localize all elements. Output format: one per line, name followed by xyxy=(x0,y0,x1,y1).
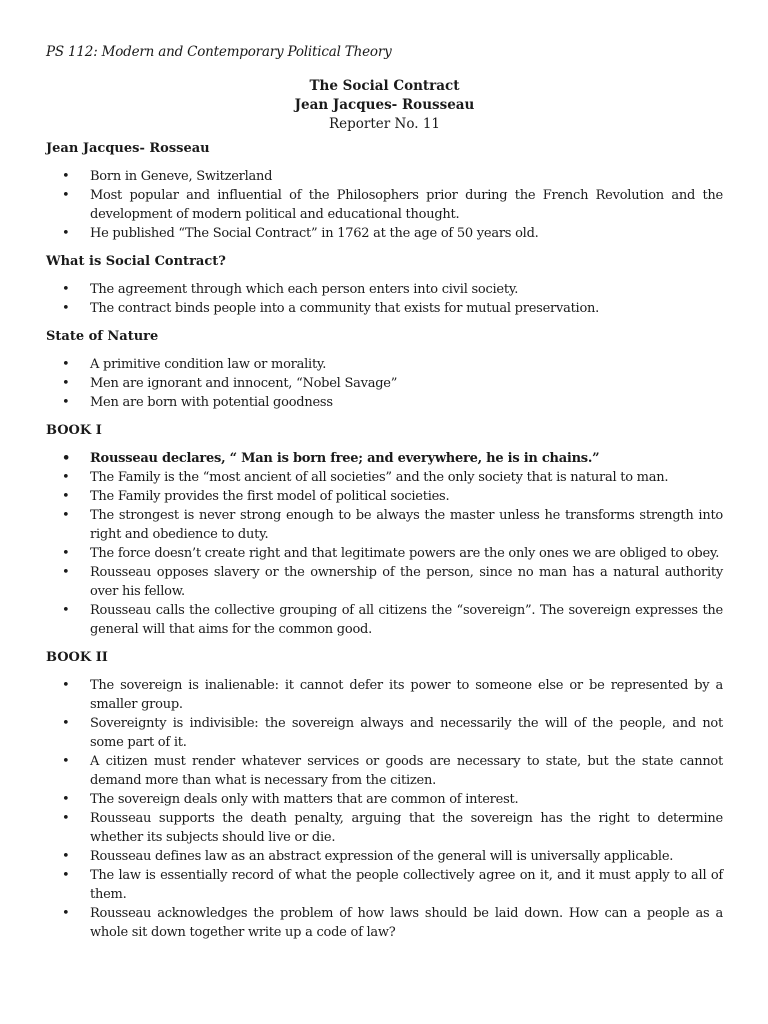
list-item-text: The Family provides the first model of political societies. xyxy=(90,489,450,504)
list-item xyxy=(46,280,723,299)
bullet-list xyxy=(46,676,723,942)
list-item-text: The sovereign deals only with matters that are common of interest. xyxy=(90,792,519,807)
list-item-text: He published “The Social Contract” in 1762 at the age of 50 years old. xyxy=(90,226,539,241)
list-item-text: The strongest is never strong enough to be always the master unless he transforms strength into right and obedience to duty. xyxy=(90,508,723,542)
bullet-icon: • xyxy=(62,489,70,504)
bullet-icon: • xyxy=(62,301,70,316)
list-item xyxy=(46,714,723,752)
section-heading: Jean Jacques- Rosseau xyxy=(46,141,210,156)
bullet-icon: • xyxy=(62,282,70,297)
list-item-text: A citizen must render whatever services or goods are necessary to state, but the state cannot demand more than what is necessary from the citizen. xyxy=(90,754,723,788)
list-item-text: Men are ignorant and innocent, “Nobel Savage” xyxy=(90,376,398,391)
list-item xyxy=(46,904,723,942)
list-item-text: Rousseau declares, “ Man is born free; and everywhere, he is in chains.” xyxy=(90,451,600,466)
list-item xyxy=(46,601,723,639)
section-heading: What is Social Contract? xyxy=(46,254,226,269)
bullet-icon: • xyxy=(62,395,70,410)
list-item-text: The sovereign is inalienable: it cannot defer its power to someone else or be represented by a smaller group. xyxy=(90,678,723,712)
list-item-text: The force doesn’t create right and that legitimate powers are the only ones we are obliged to obey. xyxy=(90,546,720,561)
list-item xyxy=(46,487,723,506)
list-item xyxy=(46,866,723,904)
course-title: PS 112: Modern and Contemporary Political Theory xyxy=(46,44,392,60)
list-item xyxy=(46,224,723,243)
list-item xyxy=(46,506,723,544)
list-item-text: Rousseau opposes slavery or the ownership of the person, since no man has a natural authority over his fellow. xyxy=(90,565,723,599)
bullet-icon: • xyxy=(62,678,70,693)
list-item xyxy=(46,186,723,224)
bullet-icon: • xyxy=(62,792,70,807)
bullet-icon: • xyxy=(62,811,70,826)
bullet-icon: • xyxy=(62,603,70,618)
list-item xyxy=(46,167,723,186)
bullet-icon: • xyxy=(62,906,70,921)
list-item xyxy=(46,374,723,393)
bullet-list xyxy=(46,280,723,318)
list-item xyxy=(46,676,723,714)
bullet-icon: • xyxy=(62,716,70,731)
list-item-text: Rousseau acknowledges the problem of how laws should be laid down. How can a people as a whole sit down together write up a code of law? xyxy=(90,906,723,940)
bullet-icon: • xyxy=(62,226,70,241)
list-item xyxy=(46,355,723,374)
bullet-icon: • xyxy=(62,357,70,372)
list-item xyxy=(46,544,723,563)
bullet-icon: • xyxy=(62,188,70,203)
list-item xyxy=(46,563,723,601)
document-title: The Social Contract xyxy=(309,78,460,94)
list-item-text: A primitive condition law or morality. xyxy=(90,357,327,372)
list-item xyxy=(46,393,723,412)
bullet-icon: • xyxy=(62,470,70,485)
list-item-text: Most popular and influential of the Philosophers prior during the French Revolution and the development of modern political and educational thought. xyxy=(90,188,723,222)
bullet-icon: • xyxy=(62,376,70,391)
bullet-list xyxy=(46,167,723,243)
bullet-list xyxy=(46,355,723,412)
list-item xyxy=(46,809,723,847)
list-item-text: The contract binds people into a community that exists for mutual preservation. xyxy=(90,301,600,316)
section-heading: BOOK I xyxy=(46,423,102,438)
list-item xyxy=(46,790,723,809)
list-item xyxy=(46,752,723,790)
bullet-icon: • xyxy=(62,565,70,580)
list-item-text: Rousseau calls the collective grouping of all citizens the “sovereign”. The sovereign expresses the general will that aims for the common good. xyxy=(90,603,723,637)
list-item xyxy=(46,847,723,866)
author-name: Jean Jacques- Rousseau xyxy=(294,97,475,113)
bullet-icon: • xyxy=(62,508,70,523)
list-item-text: The agreement through which each person enters into civil society. xyxy=(90,282,519,297)
title-block xyxy=(46,77,723,134)
bullet-icon: • xyxy=(62,754,70,769)
list-item-text: The Family is the “most ancient of all societies” and the only society that is natural to man. xyxy=(90,470,669,485)
bullet-list xyxy=(46,449,723,639)
list-item-text: Born in Geneve, Switzerland xyxy=(90,169,273,184)
list-item xyxy=(46,299,723,318)
list-item-text: The law is essentially record of what the people collectively agree on it, and it must apply to all of them. xyxy=(90,868,723,902)
list-item-text: Men are born with potential goodness xyxy=(90,395,333,410)
section-heading: BOOK II xyxy=(46,650,108,665)
list-item-text: Rousseau defines law as an abstract expression of the general will is universally applicable. xyxy=(90,849,674,864)
section-heading: State of Nature xyxy=(46,329,159,344)
reporter-number: Reporter No. 11 xyxy=(329,116,440,132)
list-item-text: Sovereignty is indivisible: the sovereign always and necessarily the will of the people, and not some part of it. xyxy=(90,716,723,750)
list-item-emphasis xyxy=(46,449,723,468)
bullet-icon: • xyxy=(62,868,70,883)
bullet-icon: • xyxy=(62,546,70,561)
list-item xyxy=(46,468,723,487)
bullet-icon: • xyxy=(62,451,71,466)
bullet-icon: • xyxy=(62,849,70,864)
bullet-icon: • xyxy=(62,169,70,184)
list-item-text: Rousseau supports the death penalty, arguing that the sovereign has the right to determine whether its subjects should live or die. xyxy=(90,811,723,845)
